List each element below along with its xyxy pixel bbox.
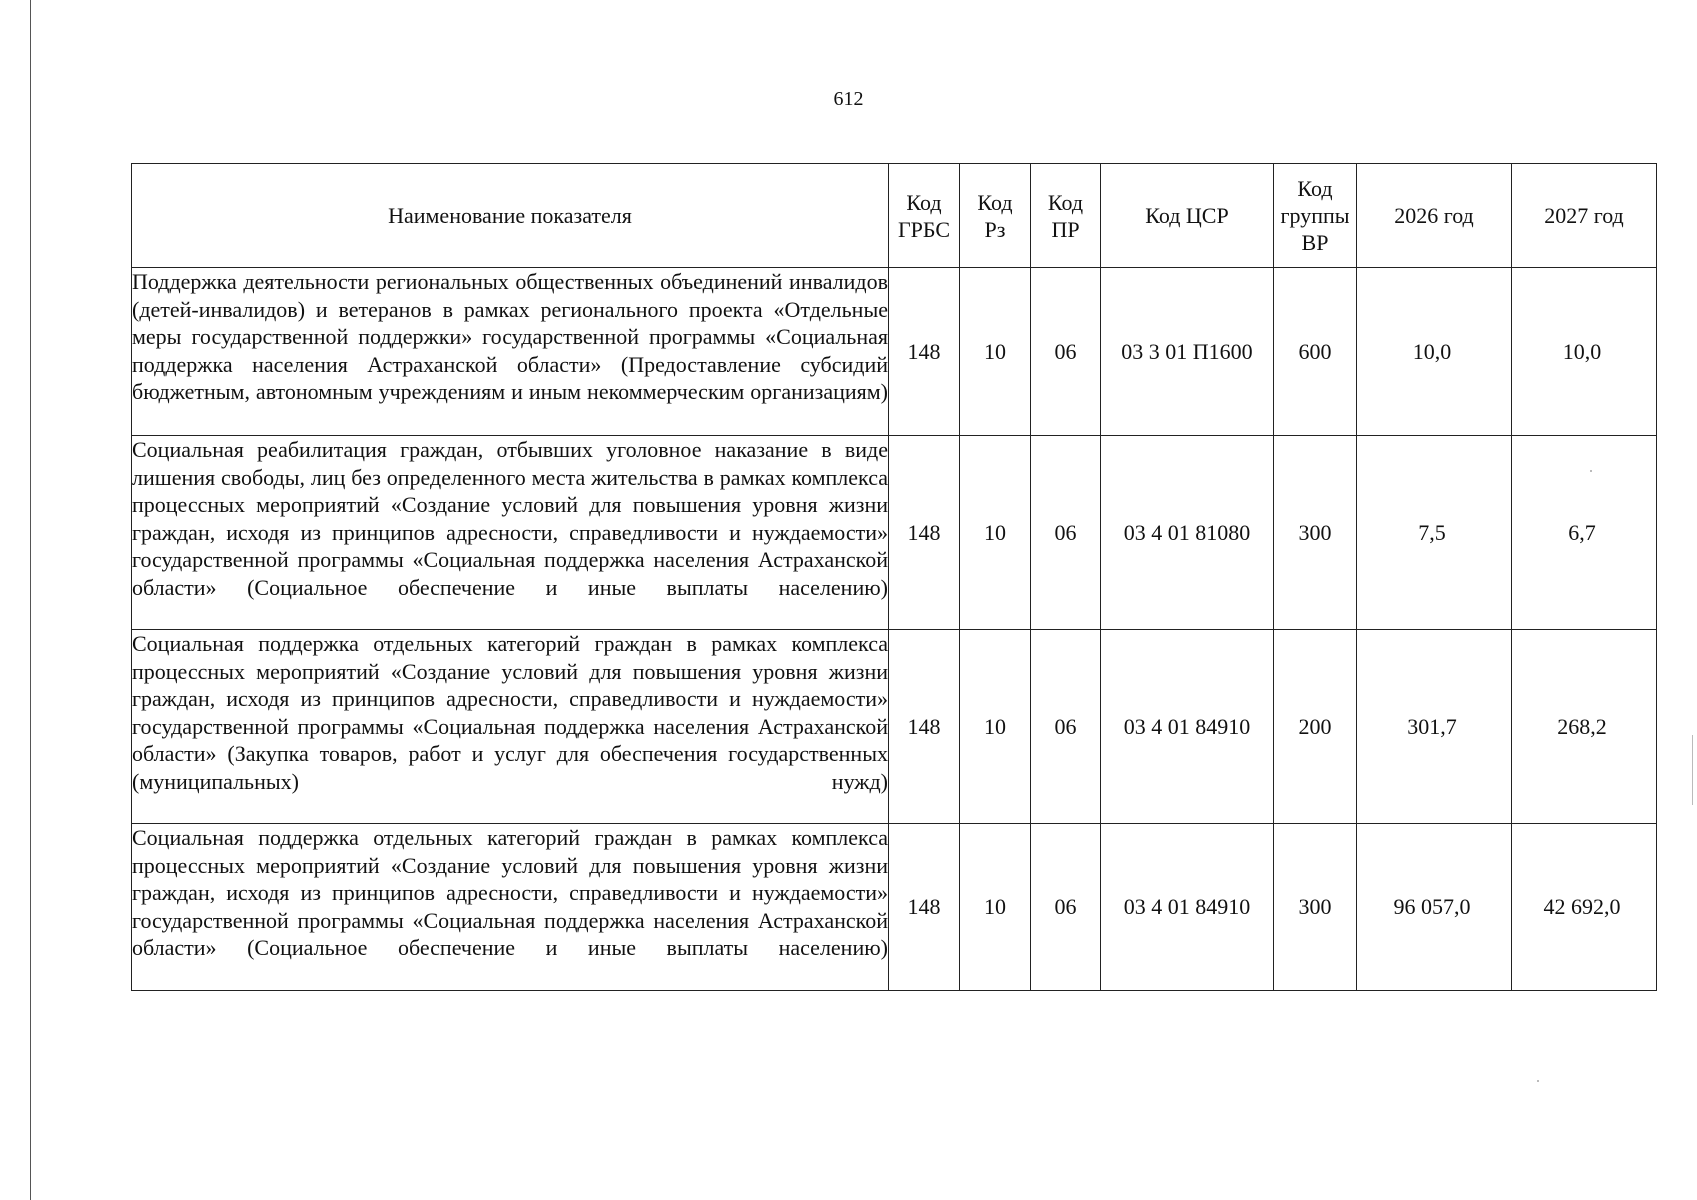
cell-rz: 10 bbox=[960, 268, 1031, 436]
cell-csr: 03 3 01 П1600 bbox=[1101, 268, 1274, 436]
header-rz-line2: Рз bbox=[984, 216, 1006, 242]
cell-name: Социальная поддержка отдельных категорий граждан в рамках комплекса процессных мероприятий «Создание условий для повышения уровня жизни граждан, исходя из принципов адресности, справедливости и нуждаемости» государственной программы «Социальная поддержка населения Астраханской области» (Социальное обеспечение и иные выплаты населению) bbox=[132, 824, 889, 991]
header-2027 bbox=[1512, 164, 1657, 268]
header-2026-label: 2026 год bbox=[1394, 203, 1474, 228]
cell-pr: 06 bbox=[1031, 268, 1101, 436]
cell-csr: 03 4 01 84910 bbox=[1101, 630, 1274, 824]
header-grbs-line2: ГРБС bbox=[897, 216, 951, 242]
cell-2026: 10,0 bbox=[1357, 268, 1512, 436]
header-rz bbox=[960, 164, 1031, 268]
binding-edge-line bbox=[30, 0, 31, 1200]
scan-edge-mark bbox=[1692, 735, 1693, 805]
cell-csr: 03 4 01 81080 bbox=[1101, 436, 1274, 630]
header-csr-label: Код ЦСР bbox=[1145, 203, 1229, 228]
cell-2027: 10,0 bbox=[1512, 268, 1657, 436]
cell-grbs: 148 bbox=[889, 630, 960, 824]
scan-speck bbox=[1590, 470, 1592, 472]
page-number: 612 bbox=[833, 88, 864, 110]
cell-pr: 06 bbox=[1031, 630, 1101, 824]
cell-2027: 268,2 bbox=[1512, 630, 1657, 824]
header-pr bbox=[1031, 164, 1101, 268]
scan-speck bbox=[1537, 1080, 1539, 1082]
header-name-label: Наименование показателя bbox=[388, 203, 632, 228]
cell-2027: 6,7 bbox=[1512, 436, 1657, 630]
budget-table bbox=[131, 163, 1657, 991]
cell-pr: 06 bbox=[1031, 824, 1101, 991]
header-name bbox=[132, 164, 889, 268]
header-csr bbox=[1101, 164, 1274, 268]
cell-rz: 10 bbox=[960, 436, 1031, 630]
cell-vr: 300 bbox=[1274, 436, 1357, 630]
header-row bbox=[132, 164, 1657, 268]
cell-2026: 7,5 bbox=[1357, 436, 1512, 630]
header-pr-line2: ПР bbox=[1051, 216, 1080, 242]
cell-grbs: 148 bbox=[889, 436, 960, 630]
cell-vr: 600 bbox=[1274, 268, 1357, 436]
cell-2026: 96 057,0 bbox=[1357, 824, 1512, 991]
cell-name: Социальная поддержка отдельных категорий граждан в рамках комплекса процессных мероприятий «Создание условий для повышения уровня жизни граждан, исходя из принципов адресности, справедливости и нуждаемости» государственной программы «Социальная поддержка населения Астраханской области» (Закупка товаров, работ и услуг для обеспечения государственных (муниципальных) нужд) bbox=[132, 630, 889, 824]
header-vr-line2: группы bbox=[1280, 203, 1350, 228]
cell-vr: 200 bbox=[1274, 630, 1357, 824]
header-grbs bbox=[889, 164, 960, 268]
cell-vr: 300 bbox=[1274, 824, 1357, 991]
cell-rz: 10 bbox=[960, 630, 1031, 824]
table-row bbox=[132, 824, 1657, 991]
header-grbs-line1: Код bbox=[906, 189, 942, 215]
cell-name: Поддержка деятельности региональных общественных объединений инвалидов (детей-инвалидов) и ветеранов в рамках регионального проекта «Отдельные меры государственной поддержки» государственной программы «Социальная поддержка населения Астраханской области» (Предоставление субсидий бюджетным, автономным учреждениям и иным некоммерческим организациям) bbox=[132, 268, 889, 436]
cell-grbs: 148 bbox=[889, 268, 960, 436]
table-row bbox=[132, 268, 1657, 436]
cell-2026: 301,7 bbox=[1357, 630, 1512, 824]
header-vr bbox=[1274, 164, 1357, 268]
cell-2027: 42 692,0 bbox=[1512, 824, 1657, 991]
header-vr-line1: Код bbox=[1297, 176, 1333, 201]
header-vr-line3: ВР bbox=[1301, 230, 1329, 255]
table-row bbox=[132, 630, 1657, 824]
header-2026 bbox=[1357, 164, 1512, 268]
header-rz-line1: Код bbox=[977, 189, 1013, 215]
cell-csr: 03 4 01 84910 bbox=[1101, 824, 1274, 991]
cell-pr: 06 bbox=[1031, 436, 1101, 630]
header-pr-line1: Код bbox=[1047, 189, 1084, 215]
table-body bbox=[132, 268, 1657, 991]
header-2027-label: 2027 год bbox=[1544, 203, 1624, 228]
table-row bbox=[132, 436, 1657, 630]
cell-name: Социальная реабилитация граждан, отбывших уголовное наказание в виде лишения свободы, лиц без определенного места жительства в рамках комплекса процессных мероприятий «Создание условий для повышения уровня жизни граждан, исходя из принципов адресности, справедливости и нуждаемости» государственной программы «Социальная поддержка населения Астраханской области» (Социальное обеспечение и иные выплаты населению) bbox=[132, 436, 889, 630]
table-header bbox=[132, 164, 1657, 268]
cell-grbs: 148 bbox=[889, 824, 960, 991]
cell-rz: 10 bbox=[960, 824, 1031, 991]
